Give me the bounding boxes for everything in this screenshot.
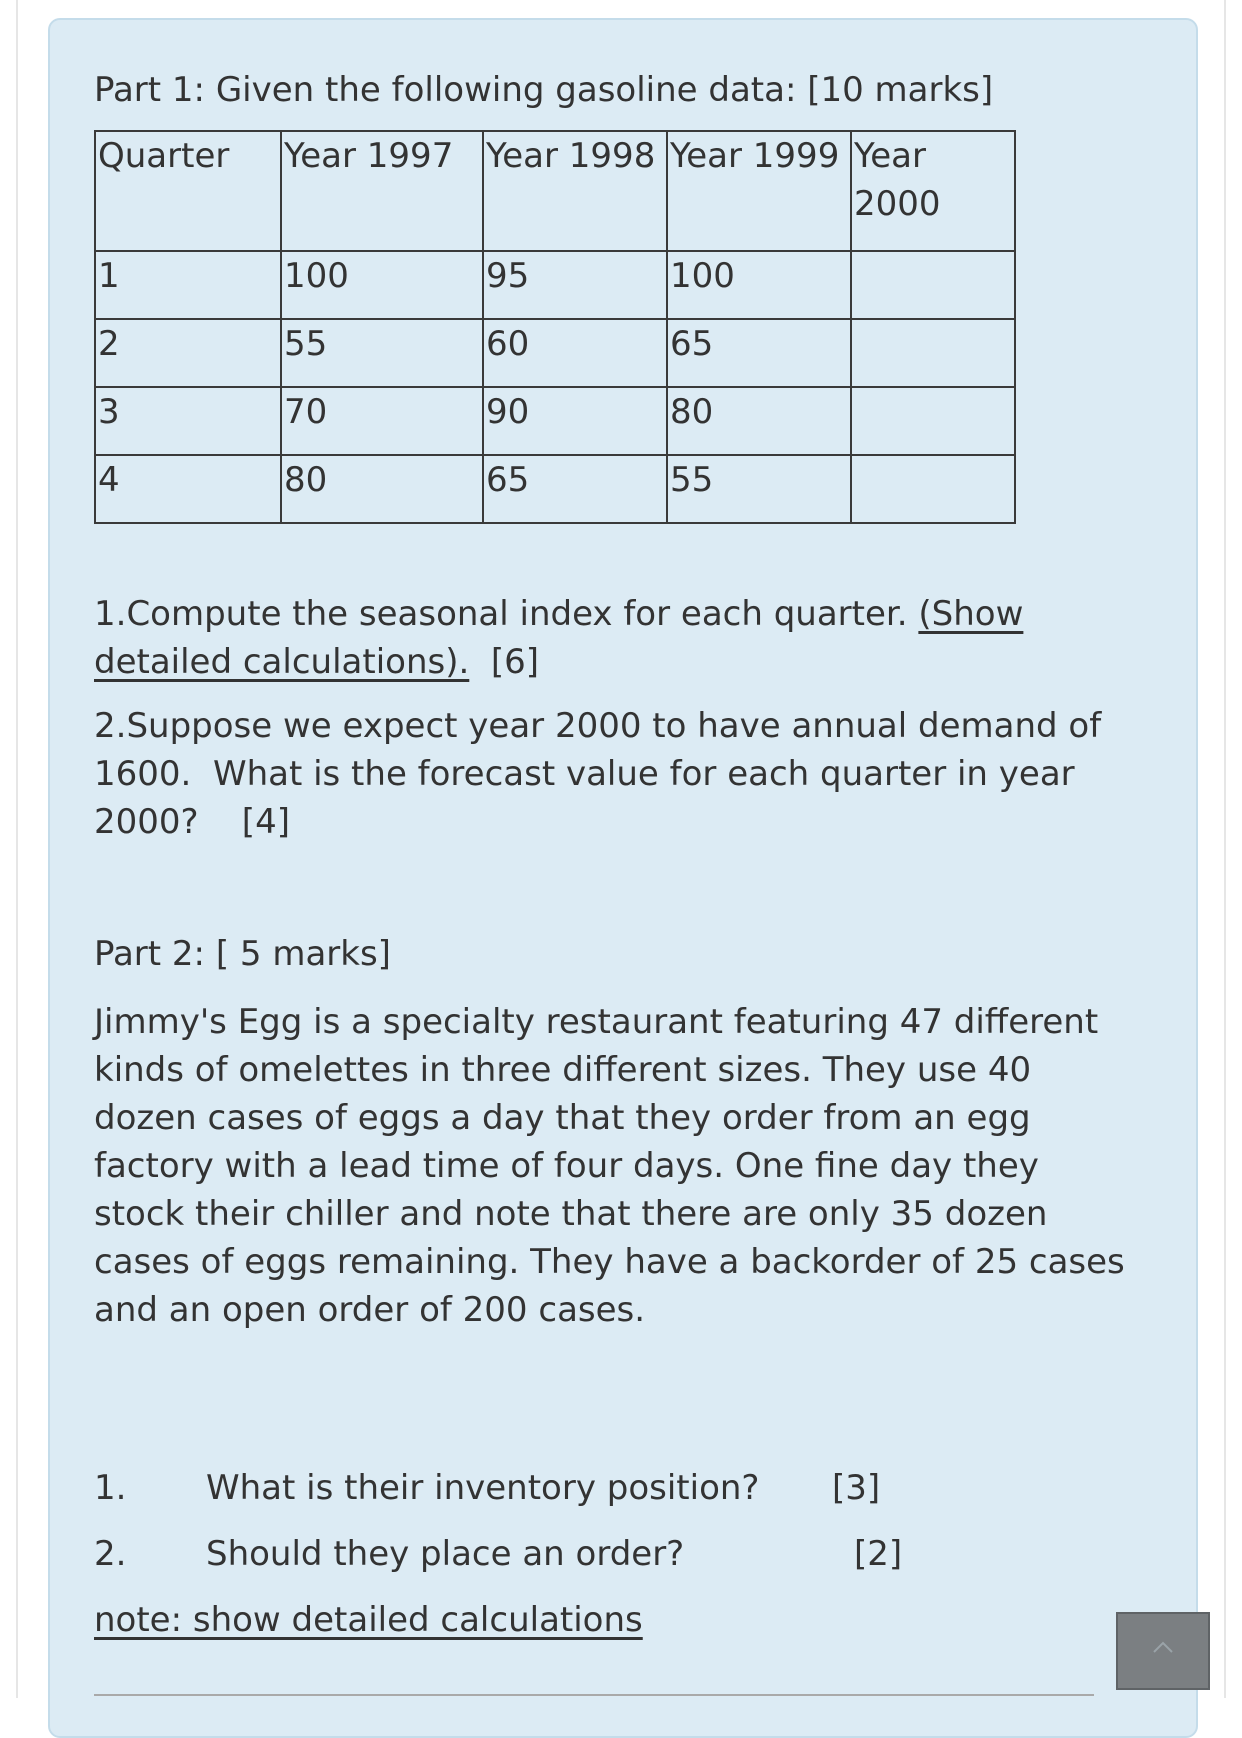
- header-year-1999: Year 1999: [667, 131, 851, 251]
- header-quarter: Quarter: [95, 131, 281, 251]
- list-item: [94, 1464, 1094, 1512]
- table-cell: 95: [483, 251, 667, 319]
- table-cell: 55: [281, 319, 483, 387]
- table-row: [95, 387, 1015, 455]
- table-row: [95, 455, 1015, 523]
- header-year-1997: Year 1997: [281, 131, 483, 251]
- scroll-to-top-button[interactable]: [1116, 1612, 1210, 1690]
- part1-question-1: [94, 590, 1124, 686]
- table-cell: 100: [667, 251, 851, 319]
- question-1-text: 1.Compute the seasonal index for each quarter.: [94, 594, 919, 634]
- question-1-marks: [6]: [469, 642, 540, 682]
- part2-title: Part 2: [ 5 marks]: [94, 934, 391, 974]
- list-item-number: 2.: [94, 1534, 127, 1574]
- part2-scenario: Jimmy's Egg is a specialty restaurant featuring 47 different kinds of omelettes in three different sizes. They use 40 dozen cases of eggs a day that they order from an egg factory with a lead time of four days. One fine day they stock their chiller and note that there are only 35 dozen cases of eggs remaining. They have a backorder of 25 cases and an open order of 200 cases.: [94, 1002, 1125, 1330]
- list-item: [94, 1530, 1094, 1578]
- table-row: [95, 251, 1015, 319]
- calculations-note: note: show detailed calculations: [94, 1600, 643, 1640]
- table-cell: [851, 251, 1015, 319]
- bottom-divider: [94, 1694, 1094, 1696]
- part1-question-2: 2.Suppose we expect year 2000 to have annual demand of 1600. What is the forecast value for each quarter in year 2000? [4]: [94, 706, 1112, 842]
- header-year-2000: Year 2000: [851, 131, 1015, 251]
- list-item-marks: [2]: [854, 1534, 903, 1574]
- chevron-up-icon: [1152, 1640, 1174, 1654]
- table-cell: 65: [667, 319, 851, 387]
- table-cell: 70: [281, 387, 483, 455]
- list-item-text: What is their inventory position?: [206, 1468, 760, 1508]
- header-year-1998: Year 1998: [483, 131, 667, 251]
- table-cell: 100: [281, 251, 483, 319]
- table-cell: [851, 387, 1015, 455]
- part1-title: Part 1: Given the following gasoline data: [10 marks]: [94, 70, 994, 110]
- table-cell: [851, 455, 1015, 523]
- table-cell: 1: [95, 251, 281, 319]
- list-item-text: Should they place an order?: [206, 1534, 685, 1574]
- table-cell: 90: [483, 387, 667, 455]
- table-cell: 2: [95, 319, 281, 387]
- table-cell: 3: [95, 387, 281, 455]
- table-cell: 65: [483, 455, 667, 523]
- show-calculations-note: (Show detailed calculations).: [94, 594, 1024, 682]
- table-cell: [851, 319, 1015, 387]
- table-cell: 80: [667, 387, 851, 455]
- table-cell: 4: [95, 455, 281, 523]
- table-cell: 80: [281, 455, 483, 523]
- list-item-number: 1.: [94, 1468, 127, 1508]
- table-header-row: [95, 131, 1015, 251]
- gasoline-data-table: [94, 130, 1016, 524]
- list-item-marks: [3]: [832, 1468, 881, 1508]
- table-cell: 60: [483, 319, 667, 387]
- table-row: [95, 319, 1015, 387]
- table-cell: 55: [667, 455, 851, 523]
